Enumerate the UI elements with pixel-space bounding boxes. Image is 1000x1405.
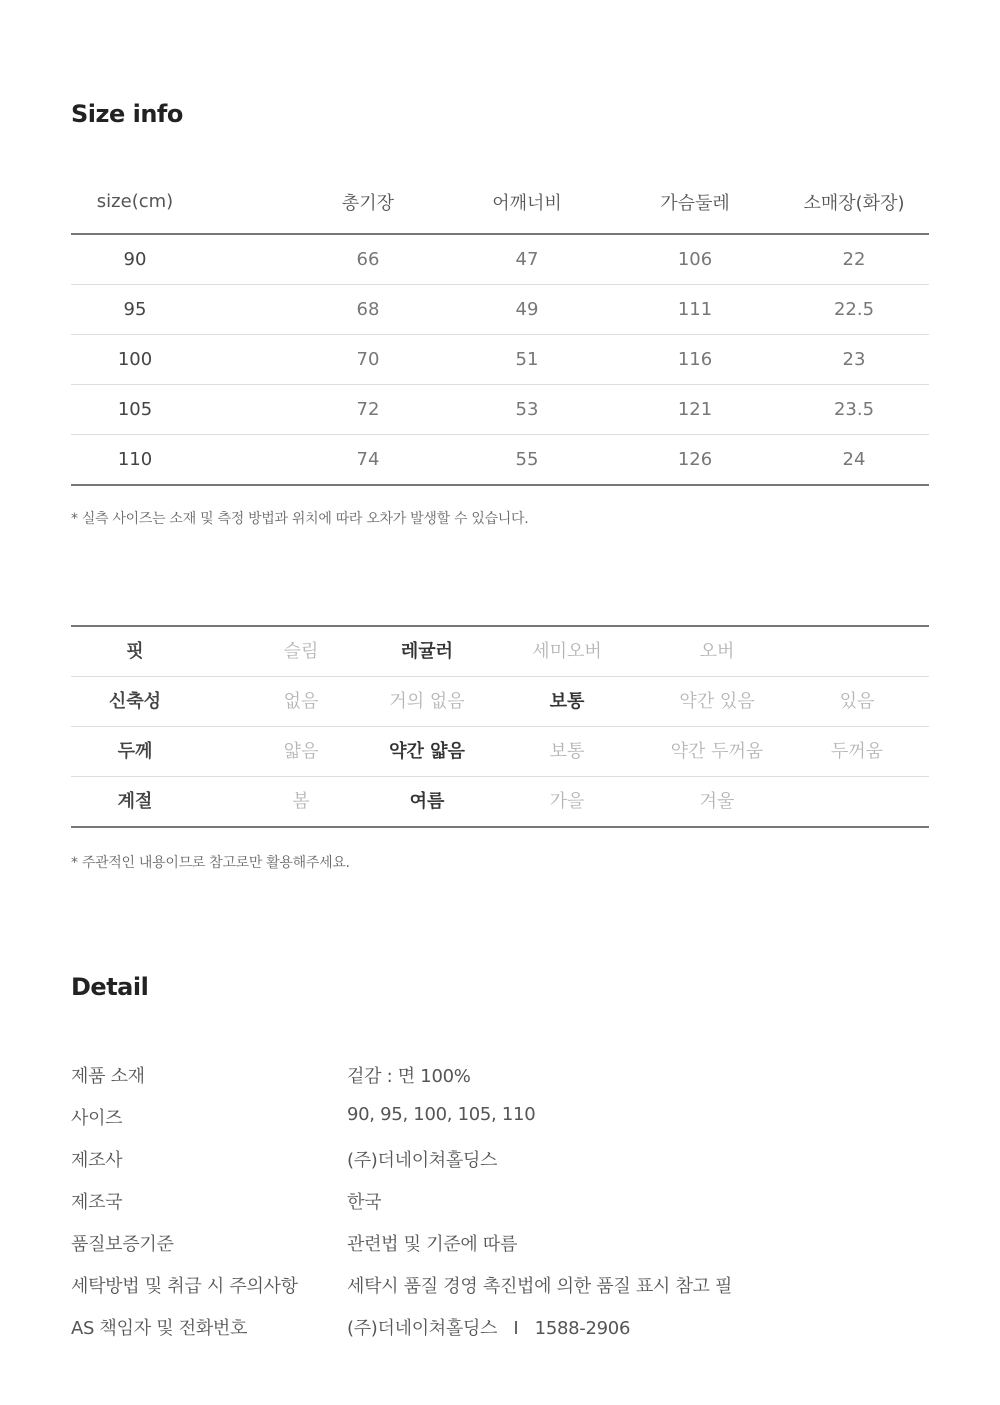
size-cell: 110 xyxy=(117,449,153,470)
size-header-cell: 총기장 xyxy=(341,192,395,214)
fit-label: 신축성 xyxy=(108,691,162,712)
fit-option: 얇음 xyxy=(283,741,319,762)
size-cell: 22 xyxy=(842,249,866,270)
fit-option: 봄 xyxy=(292,791,310,812)
detail-key: 세탁방법 및 취급 시 주의사항 xyxy=(71,1276,298,1297)
fit-option: 약간 있음 xyxy=(679,691,755,712)
fit-option: 보통 xyxy=(549,741,585,762)
detail-key: 제조국 xyxy=(71,1192,123,1213)
size-table-header xyxy=(71,170,929,235)
size-cell: 70 xyxy=(356,349,380,370)
detail-value: 세탁시 품질 경영 촉진법에 의한 품질 표시 참고 필 xyxy=(347,1276,733,1297)
fit-option: 없음 xyxy=(283,691,319,712)
fit-label: 핏 xyxy=(126,641,144,662)
size-cell: 90 xyxy=(123,249,147,270)
size-header-cell: 소매장(화장) xyxy=(803,192,905,214)
table-row xyxy=(71,285,929,335)
detail-key: 사이즈 xyxy=(71,1108,123,1129)
size-cell: 68 xyxy=(356,299,380,320)
size-cell: 23 xyxy=(842,349,866,370)
size-header-cell: size(cm) xyxy=(96,191,174,212)
fit-row-fit xyxy=(71,627,929,677)
size-header-cell: 어깨너비 xyxy=(492,192,562,214)
fit-row-season xyxy=(71,777,929,828)
detail-row xyxy=(71,1314,929,1344)
detail-value: 한국 xyxy=(347,1192,382,1213)
size-cell: 22.5 xyxy=(833,299,875,320)
fit-label: 계절 xyxy=(117,791,153,812)
size-cell: 105 xyxy=(117,399,153,420)
size-cell: 106 xyxy=(677,249,713,270)
size-cell: 111 xyxy=(677,299,713,320)
detail-key: 품질보증기준 xyxy=(71,1234,174,1255)
fit-option: 약간 두꺼움 xyxy=(670,741,764,762)
table-row xyxy=(71,435,929,486)
fit-option xyxy=(777,777,937,826)
size-cell: 24 xyxy=(842,449,866,470)
size-cell: 72 xyxy=(356,399,380,420)
size-header-cell: 가슴둘레 xyxy=(660,192,730,214)
size-cell: 74 xyxy=(356,449,380,470)
detail-key: AS 책임자 및 전화번호 xyxy=(71,1318,248,1339)
fit-row-thickness xyxy=(71,727,929,777)
fit-row-stretch xyxy=(71,677,929,727)
size-cell: 53 xyxy=(515,399,539,420)
fit-table xyxy=(71,625,929,828)
size-cell: 55 xyxy=(515,449,539,470)
detail-key: 제품 소재 xyxy=(71,1066,145,1087)
detail-value: (주)더네이쳐홀딩스 I 1588-2906 xyxy=(347,1318,631,1339)
fit-option: 두꺼움 xyxy=(830,741,884,762)
fit-option xyxy=(777,627,937,676)
fit-option: 슬림 xyxy=(283,641,319,662)
fit-option: 겨울 xyxy=(699,791,735,812)
detail-row xyxy=(71,1230,929,1260)
detail-row xyxy=(71,1146,929,1176)
fit-option-selected: 약간 얇음 xyxy=(389,741,465,762)
fit-option-selected: 여름 xyxy=(409,791,445,812)
size-table xyxy=(71,170,929,486)
size-cell: 100 xyxy=(117,349,153,370)
detail-value: (주)더네이쳐홀딩스 xyxy=(347,1150,498,1171)
size-info-title: Size info xyxy=(71,100,183,128)
fit-label: 두께 xyxy=(117,741,153,762)
size-cell: 121 xyxy=(677,399,713,420)
size-cell: 126 xyxy=(677,449,713,470)
size-cell: 95 xyxy=(123,299,147,320)
size-cell: 49 xyxy=(515,299,539,320)
fit-option: 오버 xyxy=(699,641,735,662)
table-row xyxy=(71,335,929,385)
fit-option: 있음 xyxy=(839,691,875,712)
fit-option: 가을 xyxy=(549,791,585,812)
fit-option-selected: 레귤러 xyxy=(400,641,454,662)
size-cell: 116 xyxy=(677,349,713,370)
detail-key: 제조사 xyxy=(71,1150,123,1171)
size-cell: 47 xyxy=(515,249,539,270)
detail-row xyxy=(71,1272,929,1302)
size-note: * 실측 사이즈는 소재 및 측정 방법과 위치에 따라 오차가 발생할 수 있습니다. xyxy=(71,511,529,527)
detail-row xyxy=(71,1104,929,1134)
fit-option-selected: 보통 xyxy=(549,691,585,712)
detail-row xyxy=(71,1188,929,1218)
fit-option: 거의 없음 xyxy=(389,691,465,712)
detail-value: 90, 95, 100, 105, 110 xyxy=(347,1104,536,1125)
size-cell: 23.5 xyxy=(833,399,875,420)
fit-note: * 주관적인 내용이므로 참고로만 활용해주세요. xyxy=(71,855,350,871)
size-cell: 66 xyxy=(356,249,380,270)
table-row xyxy=(71,235,929,285)
table-row xyxy=(71,385,929,435)
fit-option: 세미오버 xyxy=(532,641,602,662)
detail-value: 관련법 및 기준에 따름 xyxy=(347,1234,518,1255)
size-cell: 51 xyxy=(515,349,539,370)
detail-row xyxy=(71,1062,929,1092)
detail-value: 겉감 : 면 100% xyxy=(347,1066,471,1087)
detail-title: Detail xyxy=(71,973,149,1001)
